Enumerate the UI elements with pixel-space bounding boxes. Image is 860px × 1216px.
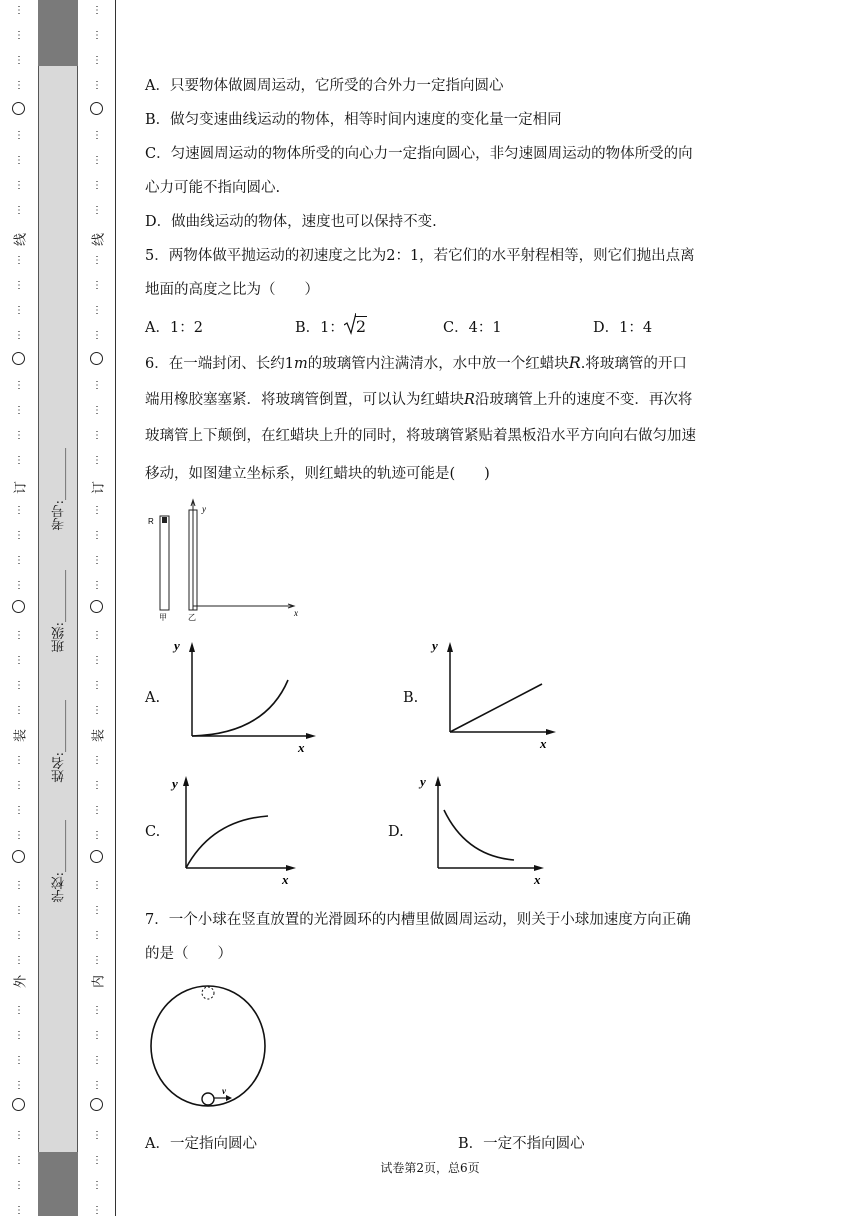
margin-border-line [115, 0, 116, 1216]
inner-dots: ⋮ [92, 555, 102, 566]
outer-dots: ⋮ [14, 455, 24, 466]
svg-text:y: y [432, 638, 438, 653]
inner-dots: ⋮ [92, 5, 102, 16]
outer-dots: ⋮ [14, 655, 24, 666]
inner-dots: ⋮ [92, 680, 102, 691]
outer-dots: ⋮ [14, 130, 24, 141]
outer-dots: ⋮ [14, 430, 24, 441]
outer-dots: ⋮ [14, 405, 24, 416]
outer-dots: ⋮ [14, 1055, 24, 1066]
outer-dots: ⋮ [14, 30, 24, 41]
outer-dots: ⋮ [14, 880, 24, 891]
outer-dots: ⋮ [14, 380, 24, 391]
q7-ring-figure [146, 980, 272, 1116]
inner-dots: ⋮ [92, 1205, 102, 1216]
inner-dots: ⋮ [92, 380, 102, 391]
outer-dots: ⋮ [14, 905, 24, 916]
q5-option-b: B．1： 2 [295, 316, 367, 337]
q6-stem-line2: 端用橡胶塞塞紧．将玻璃管倒置，可以认为红蜡块R沿玻璃管上升的速度不变．再次将 [145, 392, 693, 408]
inner-dots: ⋮ [92, 180, 102, 191]
inner-dots: ⋮ [92, 1180, 102, 1191]
inner-dots: ⋮ [92, 930, 102, 941]
outer-dots: ⋮ [14, 1130, 24, 1141]
q5-stem-line1: 5．两物体做平抛运动的初速度之比为2：1，若它们的水平射程相等，则它们抛出点离 [145, 248, 695, 264]
inner-dots: ⋮ [92, 30, 102, 41]
q6-graph-b [428, 636, 568, 756]
trajectory-curve-down [444, 810, 514, 860]
inner-dots: ⋮ [92, 780, 102, 791]
label-jia: 甲 [159, 613, 167, 622]
outer-seal-char: 订 [13, 481, 29, 495]
inner-seal-char: 线 [91, 233, 107, 247]
q6-setup-figure [146, 496, 312, 624]
inner-dots: ⋮ [92, 1130, 102, 1141]
svg-text:x: x [540, 736, 547, 751]
inner-seal-circle [90, 600, 103, 613]
outer-dots: ⋮ [14, 1155, 24, 1166]
outer-dots: ⋮ [14, 80, 24, 91]
inner-seal-circle [90, 352, 103, 365]
outer-dots: ⋮ [14, 530, 24, 541]
inner-dots: ⋮ [92, 805, 102, 816]
sqrt-sign [344, 313, 356, 335]
outer-dots: ⋮ [14, 255, 24, 266]
inner-dots: ⋮ [92, 1055, 102, 1066]
outer-seal-circle [12, 102, 25, 115]
inner-dots: ⋮ [92, 55, 102, 66]
inner-dots: ⋮ [92, 155, 102, 166]
inner-dots: ⋮ [92, 580, 102, 591]
inner-dots: ⋮ [92, 405, 102, 416]
inner-dots: ⋮ [92, 1030, 102, 1041]
svg-text:x: x [298, 740, 305, 755]
outer-dots: ⋮ [14, 955, 24, 966]
q5-option-c: C．4：1 [443, 320, 502, 336]
outer-dots: ⋮ [14, 180, 24, 191]
trajectory-straight [450, 684, 542, 732]
svg-text:x: x [534, 872, 541, 887]
q4-option-b: B．做匀变速曲线运动的物体，相等时间内速度的变化量一定相同 [145, 112, 562, 128]
trajectory-curve-up [192, 680, 288, 736]
inner-dots: ⋮ [92, 255, 102, 266]
q6-graph-c [168, 770, 308, 888]
ball-top-dashed [202, 987, 214, 999]
outer-dots: ⋮ [14, 830, 24, 841]
outer-dots: ⋮ [14, 705, 24, 716]
inner-dots: ⋮ [92, 1155, 102, 1166]
q6-option-d-label: D. [388, 824, 404, 840]
inner-dots: ⋮ [92, 630, 102, 641]
label-R: R [148, 517, 154, 526]
outer-seal-circle [12, 1098, 25, 1111]
inner-seal-char: 内 [91, 975, 107, 989]
outer-dots: ⋮ [14, 505, 24, 516]
q5-stem-line2: 地面的高度之比为（ ） [145, 282, 319, 298]
q6-option-b-label: B. [403, 690, 419, 706]
trajectory-curve-concave [186, 816, 268, 868]
inner-dots: ⋮ [92, 1080, 102, 1091]
svg-text:y: y [420, 774, 426, 789]
outer-dots: ⋮ [14, 680, 24, 691]
outer-dots: ⋮ [14, 55, 24, 66]
inner-dots: ⋮ [92, 430, 102, 441]
field-class: 班级:________ [52, 570, 67, 653]
outer-dots: ⋮ [14, 1005, 24, 1016]
inner-seal-char: 订 [91, 481, 107, 495]
outer-dots: ⋮ [14, 780, 24, 791]
inner-seal-circle [90, 850, 103, 863]
label-yi: 乙 [188, 613, 196, 622]
inner-dots: ⋮ [92, 80, 102, 91]
outer-dots: ⋮ [14, 1205, 24, 1216]
field-school: 学校:________ [52, 820, 67, 903]
label-v: v [222, 1086, 226, 1096]
q6-graph-a [170, 636, 320, 756]
outer-seal-column [0, 0, 38, 1216]
q5-option-a: A．1：2 [145, 320, 203, 336]
svg-text:y: y [172, 776, 178, 791]
ball-bottom [202, 1093, 214, 1105]
outer-dots: ⋮ [14, 555, 24, 566]
q5-option-d: D．1：4 [593, 320, 653, 336]
outer-seal-circle [12, 352, 25, 365]
inner-dots: ⋮ [92, 955, 102, 966]
q7-stem-line2: 的是（ ） [145, 946, 232, 962]
outer-seal-char: 装 [13, 729, 29, 743]
svg-text:x: x [282, 872, 289, 887]
outer-dots: ⋮ [14, 630, 24, 641]
q6-option-a-label: A. [145, 690, 161, 706]
q7-option-a: A．一定指向圆心 [145, 1136, 257, 1152]
inner-dots: ⋮ [92, 755, 102, 766]
field-name: 姓名:________ [52, 700, 67, 783]
inner-dots: ⋮ [92, 455, 102, 466]
outer-seal-circle [12, 850, 25, 863]
q6-option-c-label: C. [145, 824, 161, 840]
svg-text:y: y [174, 638, 180, 653]
outer-dots: ⋮ [14, 280, 24, 291]
q6-stem-line1: 6．在一端封闭、长约1m的玻璃管内注满清水，水中放一个红蜡块R.将玻璃管的开口 [145, 353, 687, 372]
inner-seal-circle [90, 1098, 103, 1111]
q4-option-a: A．只要物体做圆周运动，它所受的合外力一定指向圆心 [145, 78, 504, 94]
inner-dots: ⋮ [92, 280, 102, 291]
outer-dots: ⋮ [14, 930, 24, 941]
inner-dots: ⋮ [92, 880, 102, 891]
wax-block [162, 517, 167, 523]
outer-dots: ⋮ [14, 1030, 24, 1041]
q4-option-c-line1: C．匀速圆周运动的物体所受的向心力一定指向圆心，非匀速圆周运动的物体所受的向 [145, 146, 693, 162]
inner-dots: ⋮ [92, 330, 102, 341]
inner-dots: ⋮ [92, 905, 102, 916]
q4-option-c-line2: 心力可能不指向圆心. [145, 180, 281, 196]
q7-stem-line1: 7．一个小球在竖直放置的光滑圆环的内槽里做圆周运动，则关于小球加速度方向正确 [145, 912, 691, 928]
q6-graph-d [414, 770, 554, 888]
info-strip-top-block [38, 0, 78, 66]
inner-seal-char: 装 [91, 729, 107, 743]
inner-dots: ⋮ [92, 705, 102, 716]
inner-dots: ⋮ [92, 830, 102, 841]
outer-dots: ⋮ [14, 155, 24, 166]
inner-seal-column [78, 0, 116, 1216]
label-x: x [294, 608, 298, 618]
inner-seal-circle [90, 102, 103, 115]
page-footer: 试卷第2页，总6页 [380, 1161, 480, 1175]
label-y: y [202, 504, 206, 514]
outer-dots: ⋮ [14, 580, 24, 591]
outer-dots: ⋮ [14, 305, 24, 316]
outer-dots: ⋮ [14, 330, 24, 341]
outer-dots: ⋮ [14, 5, 24, 16]
outer-dots: ⋮ [14, 1180, 24, 1191]
outer-dots: ⋮ [14, 805, 24, 816]
inner-dots: ⋮ [92, 655, 102, 666]
q7-option-b: B．一定不指向圆心 [458, 1136, 585, 1152]
outer-seal-char: 外 [13, 975, 29, 989]
inner-dots: ⋮ [92, 1005, 102, 1016]
tube-jia [160, 516, 169, 610]
q6-stem-line3: 玻璃管上下颠倒，在红蜡块上升的同时，将玻璃管紧贴着黑板沿水平方向向右做匀加速 [145, 428, 696, 444]
inner-dots: ⋮ [92, 530, 102, 541]
binding-margin [0, 0, 120, 1216]
q4-option-d: D．做曲线运动的物体，速度也可以保持不变. [145, 214, 437, 230]
outer-dots: ⋮ [14, 205, 24, 216]
outer-seal-char: 线 [13, 233, 29, 247]
outer-dots: ⋮ [14, 1080, 24, 1091]
circular-ring [151, 986, 265, 1106]
q6-stem-line4: 移动，如图建立坐标系，则红蜡块的轨迹可能是( ) [145, 466, 490, 482]
inner-dots: ⋮ [92, 205, 102, 216]
field-exam-number: 考号:________ [52, 448, 67, 531]
outer-dots: ⋮ [14, 755, 24, 766]
inner-dots: ⋮ [92, 305, 102, 316]
inner-dots: ⋮ [92, 130, 102, 141]
inner-dots: ⋮ [92, 505, 102, 516]
outer-seal-circle [12, 600, 25, 613]
